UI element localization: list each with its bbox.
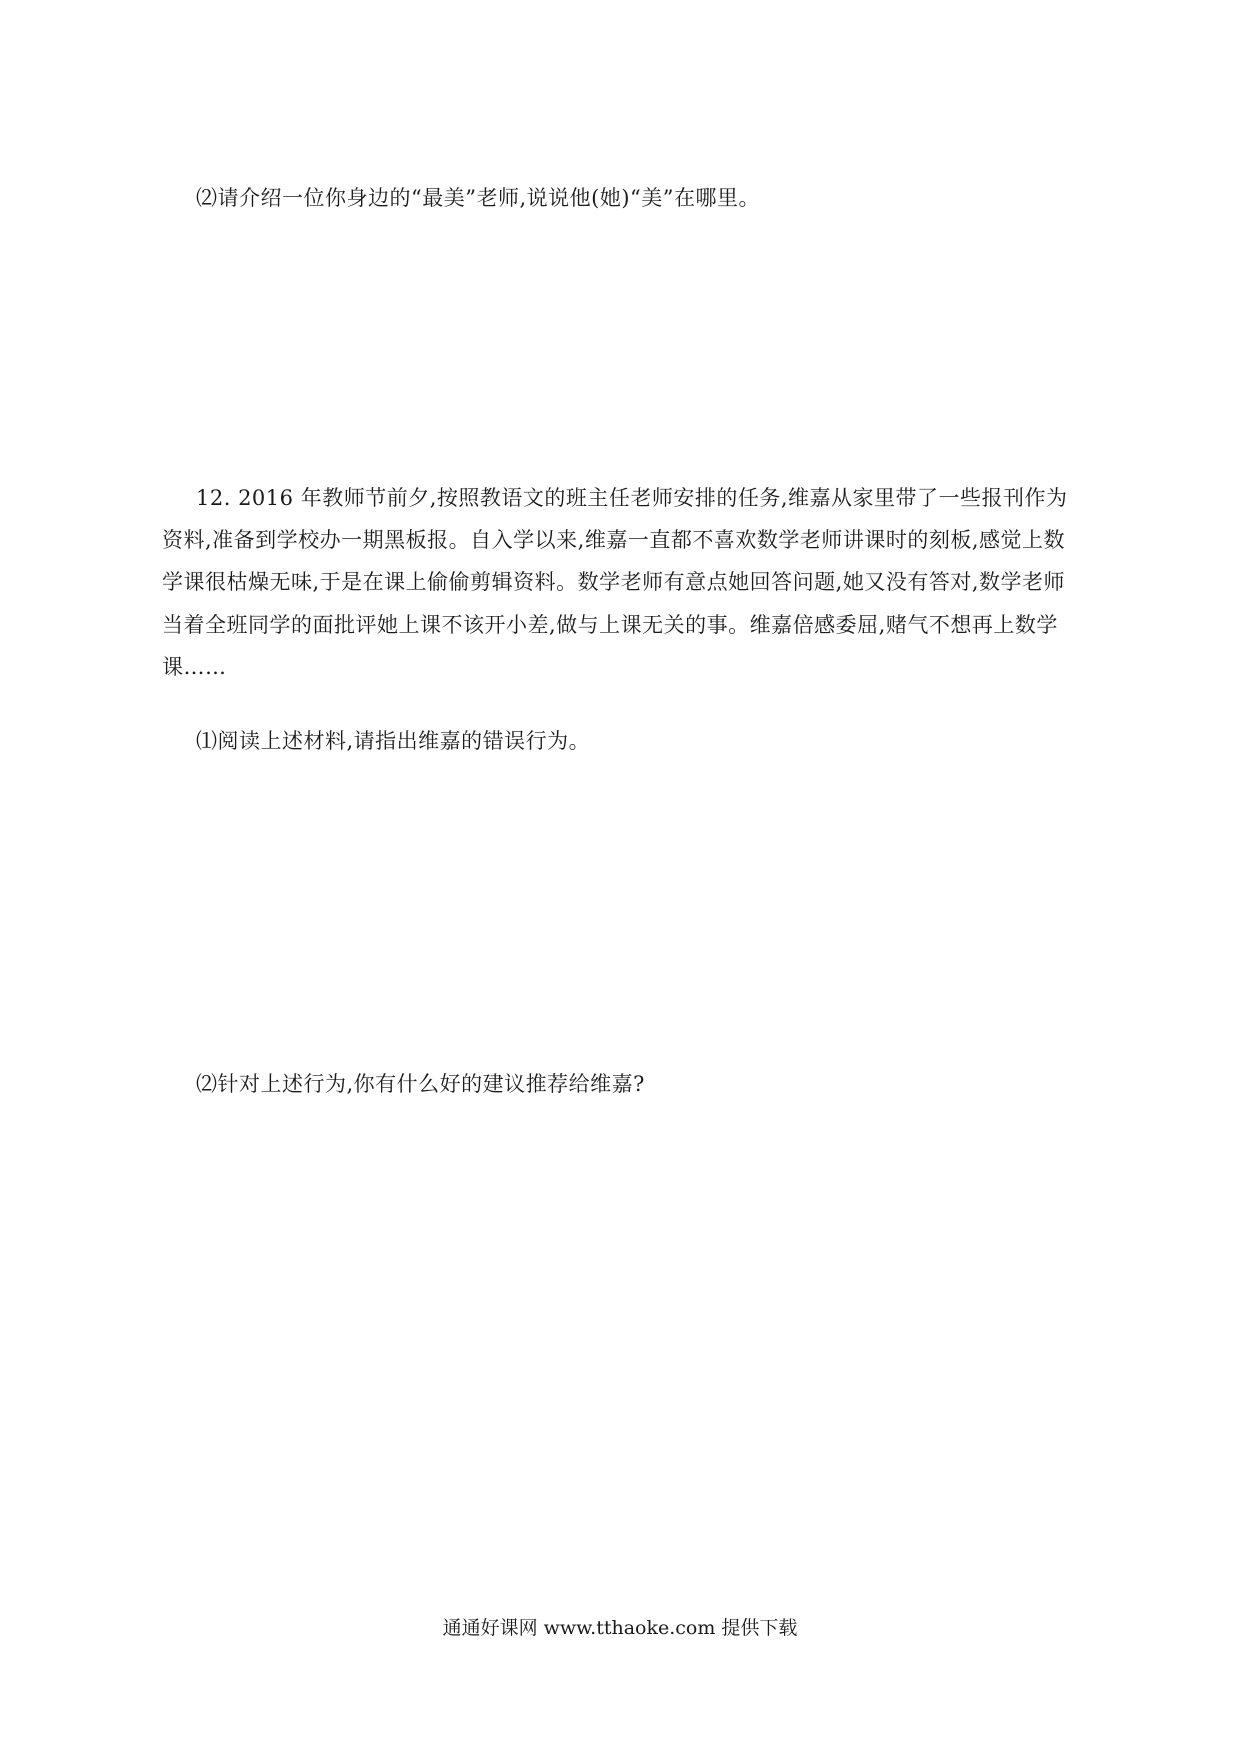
page-footer: 通通好课网 www.tthaoke.com 提供下载 <box>442 1617 798 1639</box>
question-12-line-1: 12. 2016 年教师节前夕,按照教语文的班主任老师安排的任务,维嘉从家里带了一些报刊作为 <box>196 486 1068 510</box>
question-12-line-2: 资料,准备到学校办一期黑板报。自入学以来,维嘉一直都不喜欢数学老师讲课时的刻板,感觉上数 <box>162 528 1066 552</box>
question-12-part-1: ⑴阅读上述材料,请指出维嘉的错误行为。 <box>196 729 591 753</box>
question-12-line-5: 课…… <box>162 655 227 679</box>
question-12-line-4: 当着全班同学的面批评她上课不该开小差,做与上课无关的事。维嘉倍感委屈,赌气不想再上数学 <box>162 613 1058 637</box>
question-12-part-2: ⑵针对上述行为,你有什么好的建议推荐给维嘉? <box>196 1072 645 1096</box>
question-12-line-3: 学课很枯燥无味,于是在课上偷偷剪辑资料。数学老师有意点她回答问题,她又没有答对,数学老师 <box>162 570 1066 594</box>
prev-question-part-2: ⑵请介绍一位你身边的“最美”老师,说说他(她)“美”在哪里。 <box>196 186 761 210</box>
